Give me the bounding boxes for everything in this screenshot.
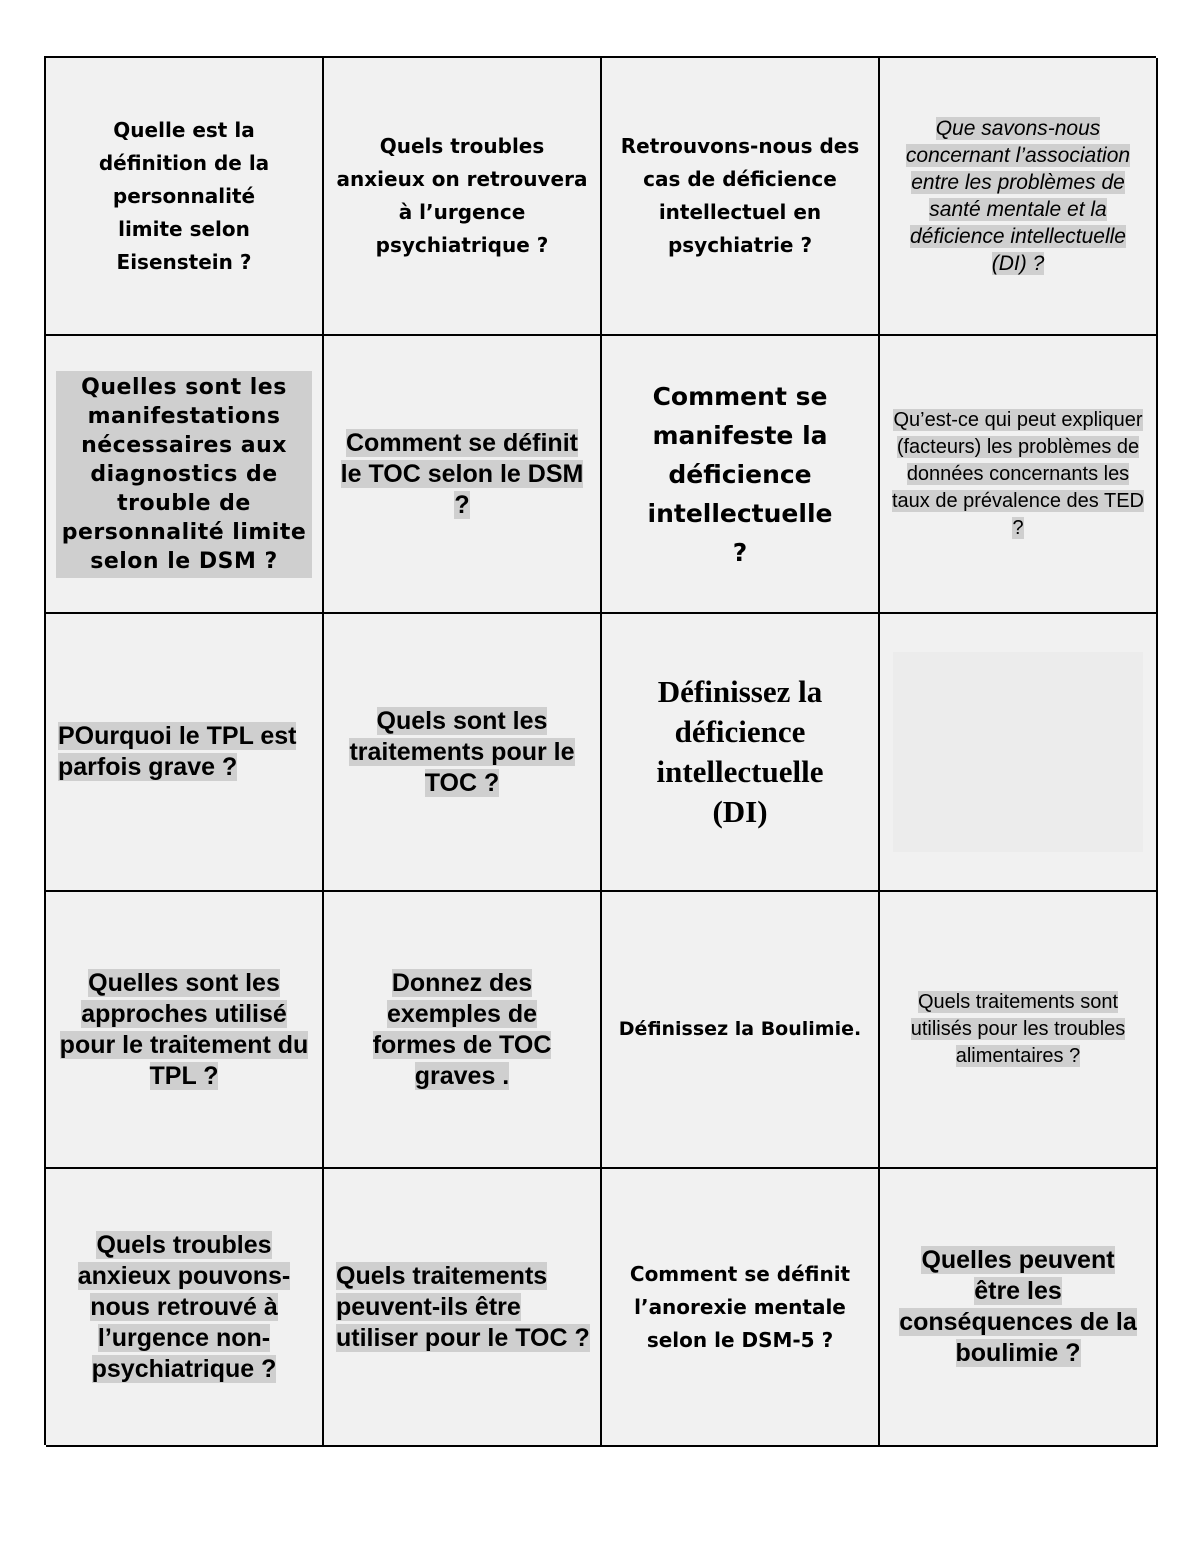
card xyxy=(46,58,324,336)
card-text: Quels traitements sont utilisés pour les troubles alimentaires ? xyxy=(910,991,1126,1067)
card xyxy=(46,614,324,892)
card-text: Comment se manifeste la déficience intellectuelle ? xyxy=(647,381,833,567)
card xyxy=(880,892,1158,1169)
blank-area xyxy=(893,652,1143,852)
card xyxy=(602,892,880,1169)
card-text: Retrouvons-nous des cas de déficience intellectuel en psychiatrie ? xyxy=(620,134,860,257)
card-text: Quels traitements peuvent-ils être utiliser pour le TOC ? xyxy=(336,1261,590,1352)
card-text: Quels sont les traitements pour le TOC ? xyxy=(349,706,575,797)
card xyxy=(602,1169,880,1447)
card xyxy=(46,336,324,614)
card xyxy=(602,58,880,336)
card-text: Comment se définit l’anorexie mentale selon le DSM-5 ? xyxy=(629,1261,851,1352)
card-text: Quels troubles anxieux on retrouvera à l’urgence psychiatrique ? xyxy=(336,134,588,257)
card xyxy=(602,336,880,614)
card-text: Que savons-nous concernant l’association entre les problèmes de santé mentale et la déficience intellectuelle (DI) ? xyxy=(905,117,1131,275)
card xyxy=(880,58,1158,336)
card-grid xyxy=(44,56,1156,1445)
card xyxy=(880,1169,1158,1447)
card xyxy=(46,892,324,1169)
card xyxy=(324,892,602,1169)
card-text: Donnez des exemples de formes de TOC graves . xyxy=(372,968,552,1090)
card-text: Quels troubles anxieux pouvons-nous retrouvé à l’urgence non-psychiatrique ? xyxy=(77,1230,291,1383)
card xyxy=(602,614,880,892)
card-text: Comment se définit le TOC selon le DSM ? xyxy=(340,428,584,519)
card-text: Quelles sont les manifestations nécessaires aux diagnostics de trouble de personnalité limite selon le DSM ? xyxy=(56,371,312,578)
card-text: Quelles peuvent être les conséquences de la boulimie ? xyxy=(899,1246,1137,1367)
card-text: Quelles sont les approches utilisé pour le traitement du TPL ? xyxy=(59,968,309,1090)
card-text: Définissez la déficience intellectuelle (DI) xyxy=(656,674,824,829)
card-text: POurquoi le TPL est parfois grave ? xyxy=(58,722,297,781)
card xyxy=(324,58,602,336)
card xyxy=(880,336,1158,614)
card xyxy=(46,1169,324,1447)
card xyxy=(324,614,602,892)
card xyxy=(324,1169,602,1447)
card-text: Qu’est-ce qui peut expliquer (facteurs) les problèmes de données concernants les taux de prévalence des TED ? xyxy=(891,408,1144,539)
card xyxy=(324,336,602,614)
card-blank xyxy=(880,614,1158,892)
card-text: Définissez la Boulimie. xyxy=(618,1018,862,1040)
card-text: Quelle est la définition de la personnalité limite selon Eisenstein ? xyxy=(98,117,270,274)
